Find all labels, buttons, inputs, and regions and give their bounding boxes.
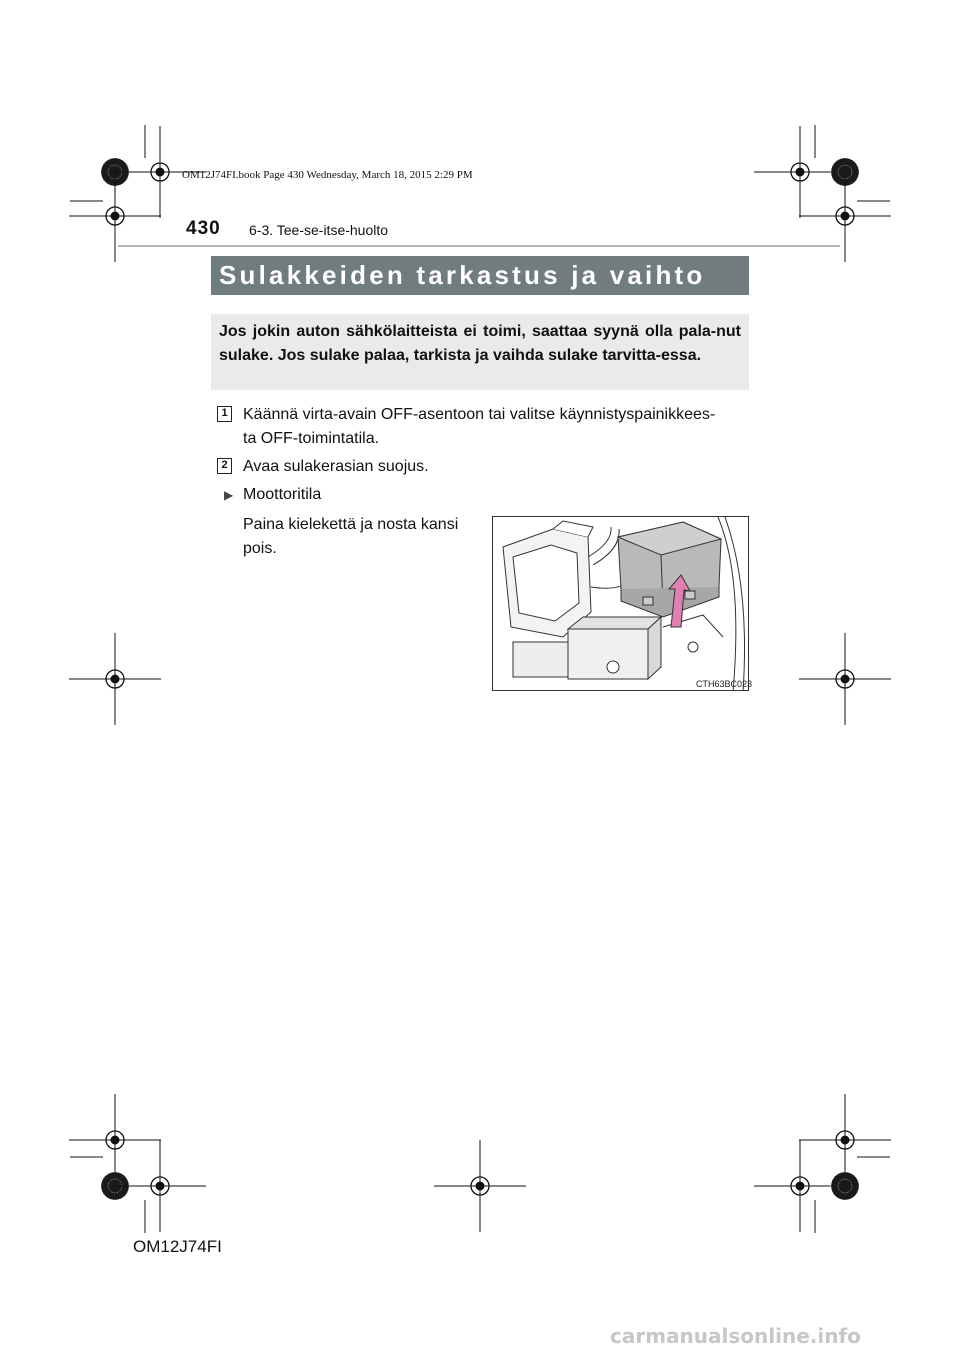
header-rule [118,245,840,247]
step-2-text: Avaa sulakerasian suojus. [243,458,429,475]
intro-text: Jos jokin auton sähkölaitteista ei toimi, saattaa syynä olla pala-nut sulake. Jos sulake palaa, tarkista ja vaihda sulake tarvitta-essa. [219,323,741,364]
intro-box [211,314,749,390]
subsection-heading: Moottoritila [243,486,322,503]
section-reference: 6-3. Tee-se-itse-huolto [249,222,389,238]
book-info: OM12J74FI.book Page 430 Wednesday, March 18, 2015 2:29 PM [182,169,473,181]
subsection-text-line-2: pois. [243,540,277,557]
watermark: carmanualsonline.info [610,1324,861,1348]
bullet-arrow-icon: ▶ [224,488,234,502]
engine-bay-illustration [492,516,749,691]
step-1-line-2: ta OFF-toimintatila. [243,430,380,447]
footer-code: OM12J74FI [133,1237,222,1256]
page-number: 430 [186,218,221,239]
section-title: Sulakkeiden tarkastus ja vaihto [211,256,749,295]
subsection-text-line-1: Paina kielekettä ja nosta kansi [243,516,459,533]
step-2-badge: 2 [217,458,232,474]
engine-bay-drawing [493,517,749,691]
step-1-line-1: Käännä virta-avain OFF-asentoon tai valitse käynnistyspainikkees- [243,406,716,423]
step-1-badge: 1 [217,406,232,422]
figure-code: CTH63BC023 [696,679,753,689]
